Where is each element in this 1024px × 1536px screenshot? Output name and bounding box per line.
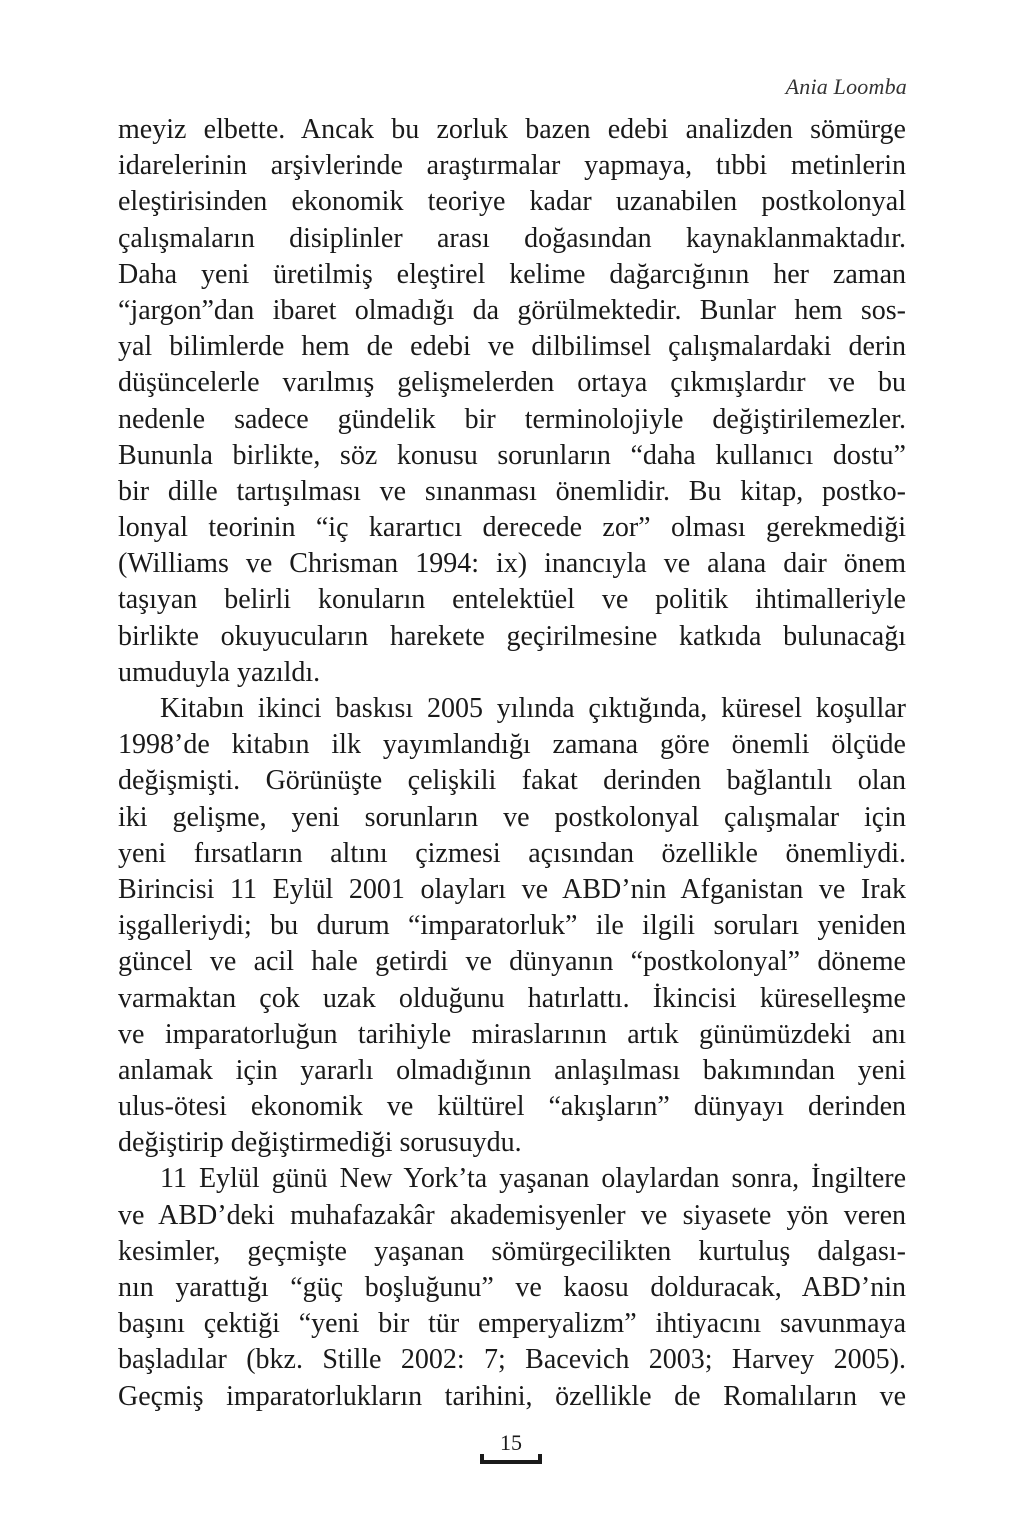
paragraph — [118, 112, 906, 691]
text-line: birlikte okuyucuların harekete geçirilmesine katkıda bulunacağı — [118, 620, 906, 652]
text-line: 1998’de kitabın ilk yayımlandığı zamana göre önemli ölçüde — [118, 729, 906, 761]
paragraph — [118, 691, 906, 1161]
text-line: ve ABD’deki muhafazakâr akademisyenler ve siyasete yön veren — [118, 1199, 906, 1231]
text-line: ulus-ötesi ekonomik ve kültürel “akışların” dünyayı derinden — [118, 1091, 906, 1123]
text-line: 11 Eylül günü New York’ta yaşanan olaylardan sonra, İngiltere — [160, 1163, 906, 1195]
text-line: bir dille tartışılması ve sınanması önemlidir. Bu kitap, postko- — [118, 475, 906, 507]
text-line: Bununla birlikte, söz konusu sorunların “daha kullanıcı dostu” — [118, 439, 906, 471]
page-number-footer — [480, 1430, 542, 1464]
text-line: “jargon”dan ibaret olmadığı da görülmektedir. Bunlar hem sos- — [118, 294, 906, 326]
text-line: eleştirisinden ekonomik teoriye kadar uzanabilen postkolonyal — [118, 186, 906, 218]
text-line: Kitabın ikinci baskısı 2005 yılında çıktığında, küresel koşullar — [160, 693, 906, 724]
text-line: ve imparatorluğun tarihiyle miraslarının artık günümüzdeki anı — [118, 1018, 906, 1050]
text-line: başını çektiği “yeni bir tür emperyalizm” ihtiyacını savunmaya — [118, 1308, 906, 1340]
text-line: (Williams ve Chrisman 1994: ix) inancıyla ve alana dair önem — [118, 548, 906, 580]
text-line: Daha yeni üretilmiş eleştirel kelime dağarcığının her zaman — [118, 258, 906, 290]
text-line: nın yarattığı “güç boşluğunu” ve kaosu dolduracak, ABD’nin — [118, 1272, 906, 1303]
page-body — [118, 112, 906, 1415]
text-line: nedenle sadece gündelik bir terminolojiyle değiştirilemezler. — [118, 403, 906, 435]
text-line: yal bilimlerde hem de edebi ve dilbilimsel çalışmalardaki derin — [118, 331, 906, 363]
text-line: işgalleriydi; bu durum “imparatorluk” ile ilgili soruları yeniden — [118, 910, 906, 942]
text-line: başladılar (bkz. Stille 2002: 7; Bacevich 2003; Harvey 2005). — [118, 1344, 906, 1376]
text-line: düşüncelerle varılmış gelişmelerden ortaya çıkmışlardır ve bu — [118, 367, 906, 399]
text-line: anlamak için yararlı olmadığının anlaşılması bakımından yeni — [118, 1054, 906, 1086]
text-line: varmaktan çok uzak olduğunu hatırlattı. İkincisi küreselleşme — [118, 982, 906, 1014]
page-number: 15 — [500, 1430, 522, 1455]
paragraph — [118, 1161, 906, 1414]
text-line: çalışmaların disiplinler arası doğasından kaynaklanmaktadır. — [118, 222, 906, 254]
text-line: kesimler, geçmişte yaşanan sömürgecilikten kurtuluş dalgası- — [118, 1235, 906, 1267]
text-line: değiştirip değiştirmediği sorusuydu. — [118, 1127, 522, 1159]
text-line: güncel ve acil hale getirdi ve dünyanın “postkolonyal” döneme — [118, 946, 906, 978]
running-header-author: Ania Loomba — [785, 74, 907, 99]
text-line: taşıyan belirli konuların entelektüel ve politik ihtimalleriyle — [118, 584, 906, 616]
text-line: meyiz elbette. Ancak bu zorluk bazen edebi analizden sömürge — [118, 114, 906, 145]
text-line: değişmişti. Görünüşte çelişkili fakat derinden bağlantılı olan — [118, 765, 906, 797]
text-line: Birincisi 11 Eylül 2001 olayları ve ABD’nin Afganistan ve Irak — [118, 873, 906, 905]
text-line: yeni fırsatların altını çizmesi açısından özellikle önemliydi. — [118, 837, 906, 869]
text-line: Geçmiş imparatorlukların tarihini, özellikle de Romalıların ve — [118, 1380, 906, 1412]
text-line: idarelerinin arşivlerinde araştırmalar yapmaya, tıbbi metinlerin — [118, 150, 906, 182]
page-number-rule — [480, 1460, 542, 1464]
text-line: lonyal teorinin “iç karartıcı derecede zor” olması gerekmediği — [118, 512, 906, 544]
text-line: umuduyla yazıldı. — [118, 656, 321, 688]
text-line: iki gelişme, yeni sorunların ve postkolonyal çalışmalar için — [118, 801, 906, 833]
